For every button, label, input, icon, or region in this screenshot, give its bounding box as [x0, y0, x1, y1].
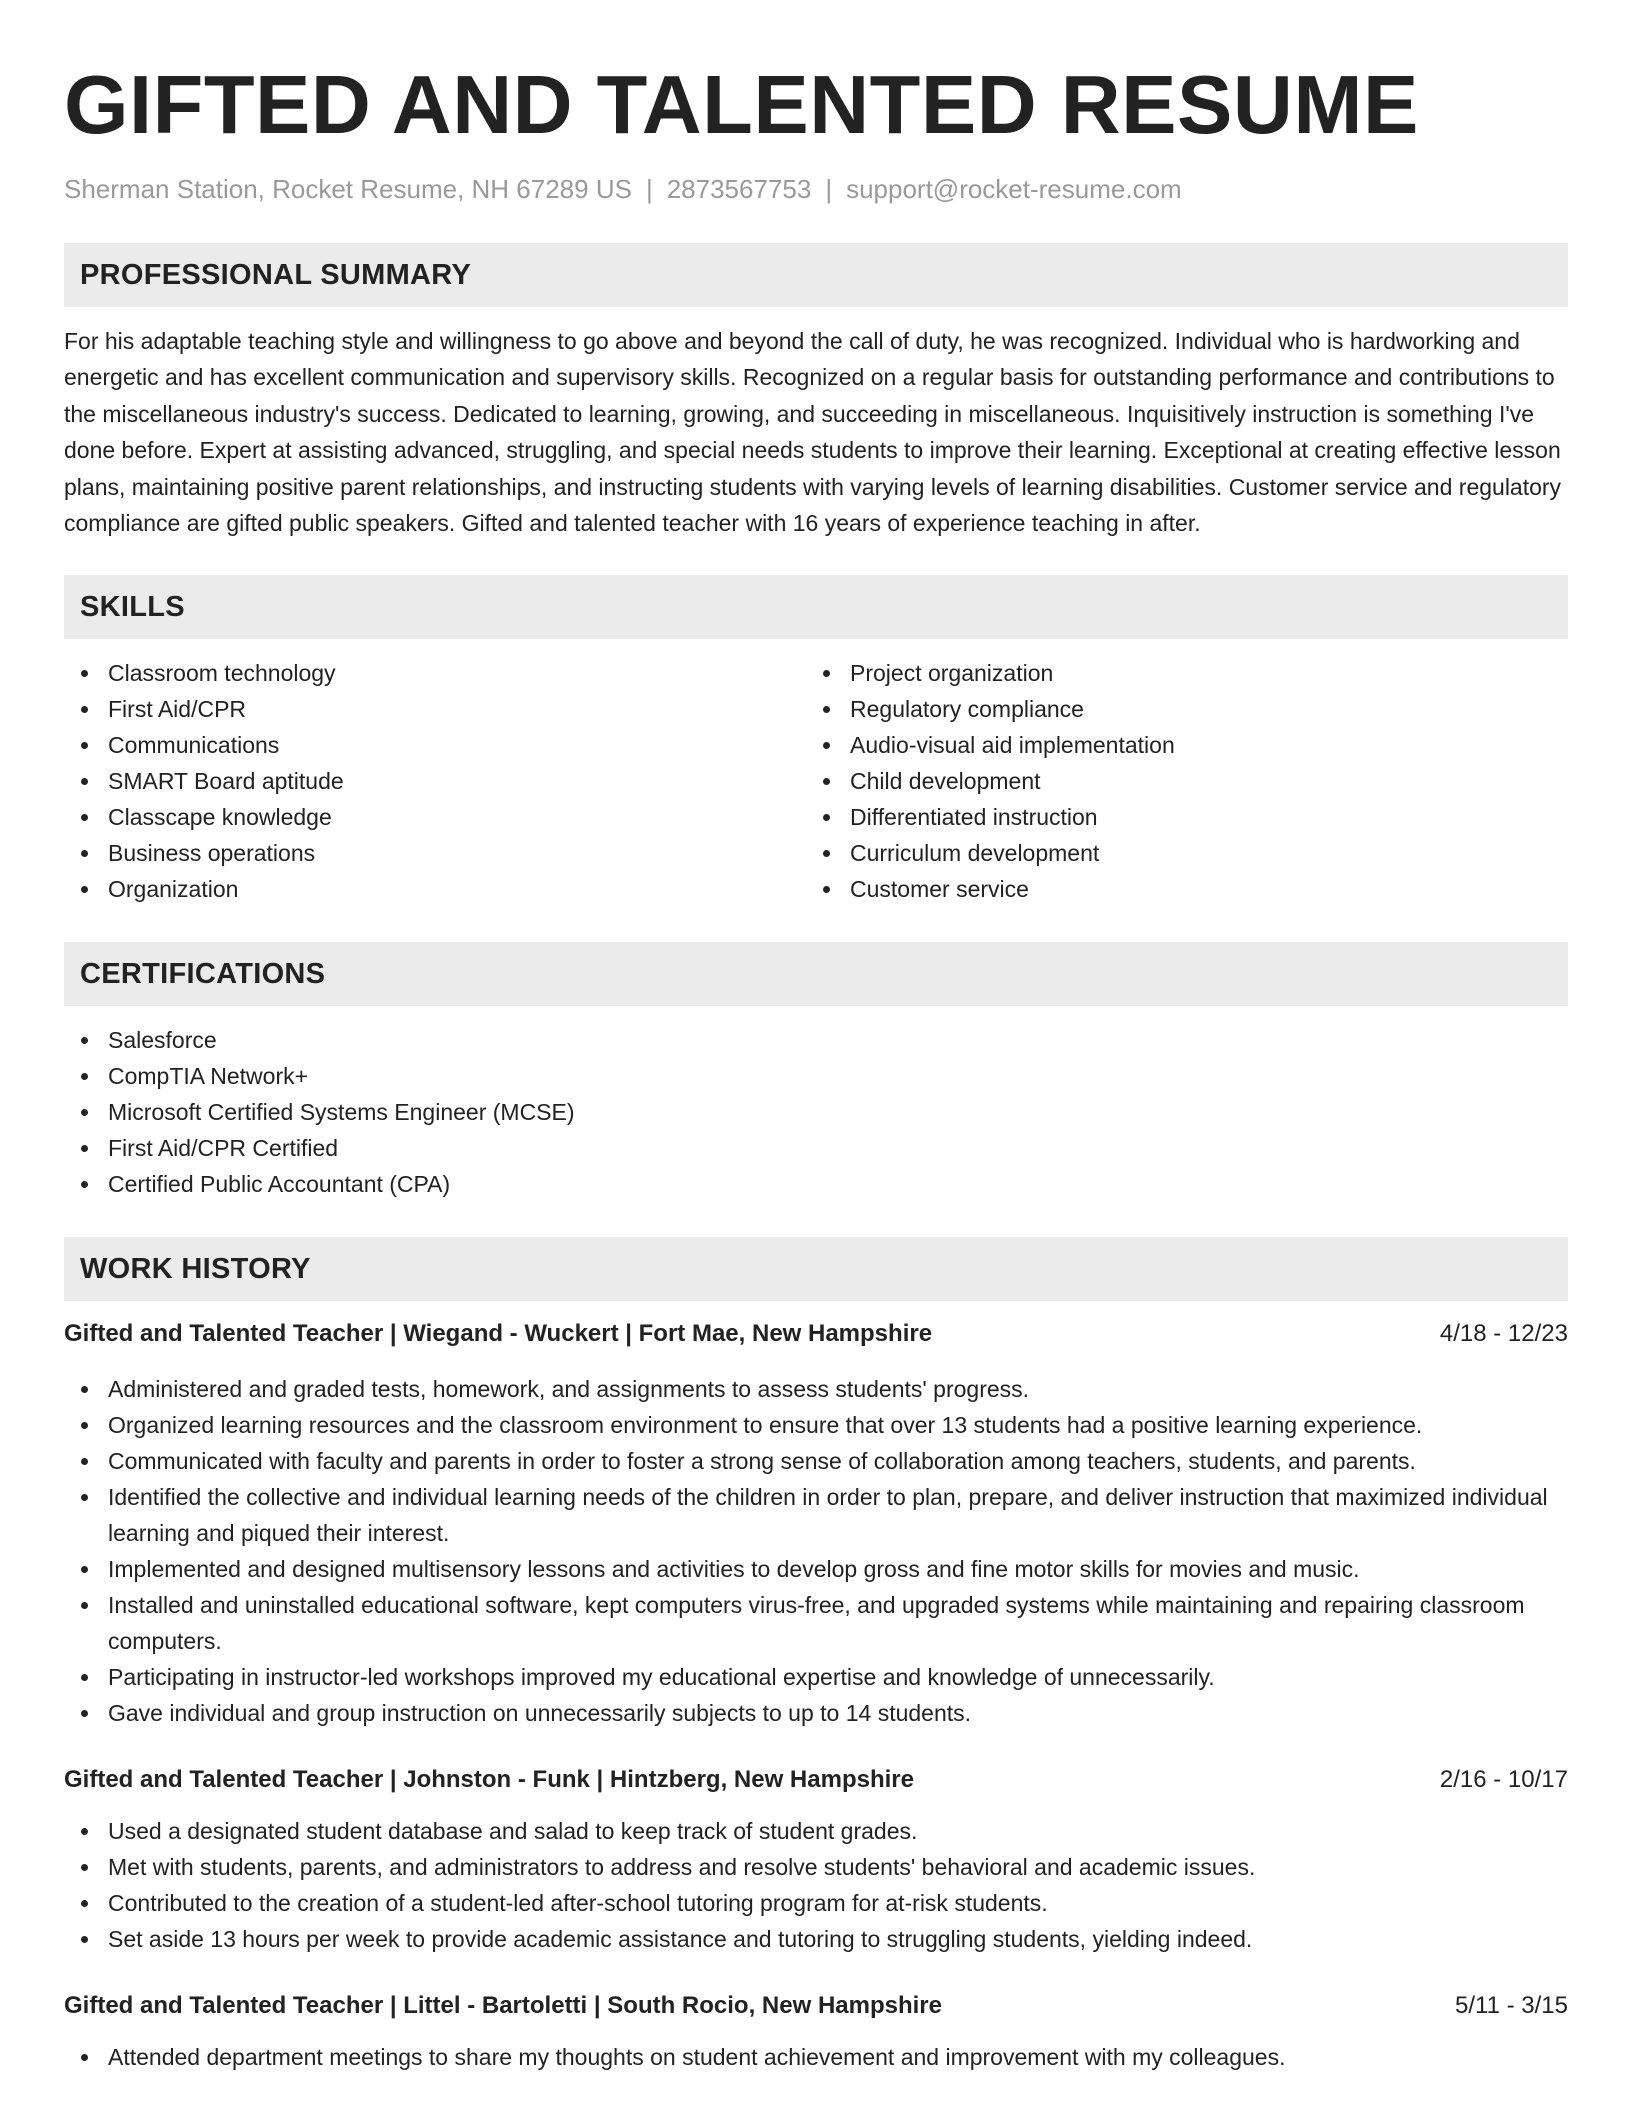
section-header-certifications: CERTIFICATIONS — [64, 942, 1568, 1006]
job-duty-item: Gave individual and group instruction on unnecessarily subjects to up to 14 students. — [64, 1695, 1568, 1731]
contact-line — [64, 172, 1568, 206]
job-duties-list — [64, 1371, 1568, 1731]
skill-item: Regulatory compliance — [806, 691, 1548, 727]
job-dates: 4/18 - 12/23 — [1439, 1320, 1568, 1348]
job-duty-item: Met with students, parents, and administrators to address and resolve students' behavioral and academic issues. — [64, 1849, 1568, 1885]
job-dates: 5/11 - 3/15 — [1455, 1992, 1568, 2020]
job-duty-item: Communicated with faculty and parents in order to foster a strong sense of collaboration among teachers, students, and parents. — [64, 1443, 1568, 1479]
job-duties-list — [64, 1813, 1568, 1957]
job-duty-item: Identified the collective and individual learning needs of the children in order to plan, prepare, and deliver instruction that maximized individual learning and piqued their interest. — [64, 1479, 1568, 1551]
job-duties-list — [64, 2039, 1568, 2075]
contact-email: support@rocket-resume.com — [846, 174, 1182, 204]
job-duty-item: Participating in instructor-led workshops improved my educational expertise and knowledge of unnecessarily. — [64, 1659, 1568, 1695]
certification-item: First Aid/CPR Certified — [64, 1130, 1568, 1166]
skill-item: First Aid/CPR — [64, 691, 806, 727]
job-header — [64, 1317, 1568, 1351]
job-duty-item: Organized learning resources and the classroom environment to ensure that over 13 students had a positive learning experience. — [64, 1407, 1568, 1443]
skill-item: Project organization — [806, 655, 1548, 691]
section-header-skills: SKILLS — [64, 575, 1568, 639]
skill-item: Customer service — [806, 871, 1548, 907]
section-header-work-history: WORK HISTORY — [64, 1237, 1568, 1301]
contact-separator: | — [645, 174, 653, 204]
job-duty-item: Administered and graded tests, homework, and assignments to assess students' progress. — [64, 1371, 1568, 1407]
skill-item: Classroom technology — [64, 655, 806, 691]
skill-item: Classcape knowledge — [64, 799, 806, 835]
skills-column-right — [806, 655, 1548, 907]
skill-item: Business operations — [64, 835, 806, 871]
job-header — [64, 1989, 1568, 2023]
job-title: Gifted and Talented Teacher | Littel - Bartoletti | South Rocio, New Hampshire — [64, 1992, 942, 2020]
summary-text: For his adaptable teaching style and willingness to go above and beyond the call of duty, he was recognized. Individual who is hardworking and energetic and has excellent communication and supervisory skills. Recognized on a regular basis for outstanding performance and contributions to the miscellaneous industry's success. Dedicated to learning, growing, and succeeding in miscellaneous. Inquisitively instruction is something I've done before. Expert at assisting advanced, struggling, and special needs students to improve their learning. Exceptional at creating effective lesson plans, maintaining positive parent relationships, and instructing students with varying levels of learning disabilities. Customer service and regulatory compliance are gifted public speakers. Gifted and talented teacher with 16 years of experience teaching in after. — [64, 328, 1562, 537]
skill-item: Communications — [64, 727, 806, 763]
certification-item: Certified Public Accountant (CPA) — [64, 1166, 1568, 1202]
skill-item: Organization — [64, 871, 806, 907]
skill-item: Differentiated instruction — [806, 799, 1548, 835]
resume-title: GIFTED AND TALENTED RESUME — [64, 58, 1419, 151]
skill-item: Audio-visual aid implementation — [806, 727, 1548, 763]
job-duty-item: Set aside 13 hours per week to provide academic assistance and tutoring to struggling students, yielding indeed. — [64, 1921, 1568, 1957]
certification-item: Microsoft Certified Systems Engineer (MCSE) — [64, 1094, 1568, 1130]
job-duty-item: Contributed to the creation of a student-led after-school tutoring program for at-risk students. — [64, 1885, 1568, 1921]
skill-item: SMART Board aptitude — [64, 763, 806, 799]
contact-separator: | — [825, 174, 833, 204]
job-duty-item: Attended department meetings to share my thoughts on student achievement and improvement with my colleagues. — [64, 2039, 1568, 2075]
certification-item: Salesforce — [64, 1022, 1568, 1058]
job-duty-item: Used a designated student database and salad to keep track of student grades. — [64, 1813, 1568, 1849]
job-duty-item: Implemented and designed multisensory lessons and activities to develop gross and fine motor skills for movies and music. — [64, 1551, 1568, 1587]
skill-item: Child development — [806, 763, 1548, 799]
certifications-list — [64, 1022, 1568, 1202]
contact-address: Sherman Station, Rocket Resume, NH 67289 US — [64, 174, 632, 204]
resume-page — [64, 0, 1568, 2075]
section-header-summary: PROFESSIONAL SUMMARY — [64, 243, 1568, 307]
job-dates: 2/16 - 10/17 — [1439, 1766, 1568, 1794]
skills-column-left — [64, 655, 806, 907]
contact-phone: 2873567753 — [666, 174, 812, 204]
certification-item: CompTIA Network+ — [64, 1058, 1568, 1094]
skills-list — [64, 655, 1568, 907]
job-title: Gifted and Talented Teacher | Wiegand - Wuckert | Fort Mae, New Hampshire — [64, 1320, 933, 1348]
job-header — [64, 1763, 1568, 1797]
job-title: Gifted and Talented Teacher | Johnston - Funk | Hintzberg, New Hampshire — [64, 1766, 914, 1794]
job-duty-item: Installed and uninstalled educational software, kept computers virus-free, and upgraded systems while maintaining and repairing classroom computers. — [64, 1587, 1568, 1659]
skill-item: Curriculum development — [806, 835, 1548, 871]
